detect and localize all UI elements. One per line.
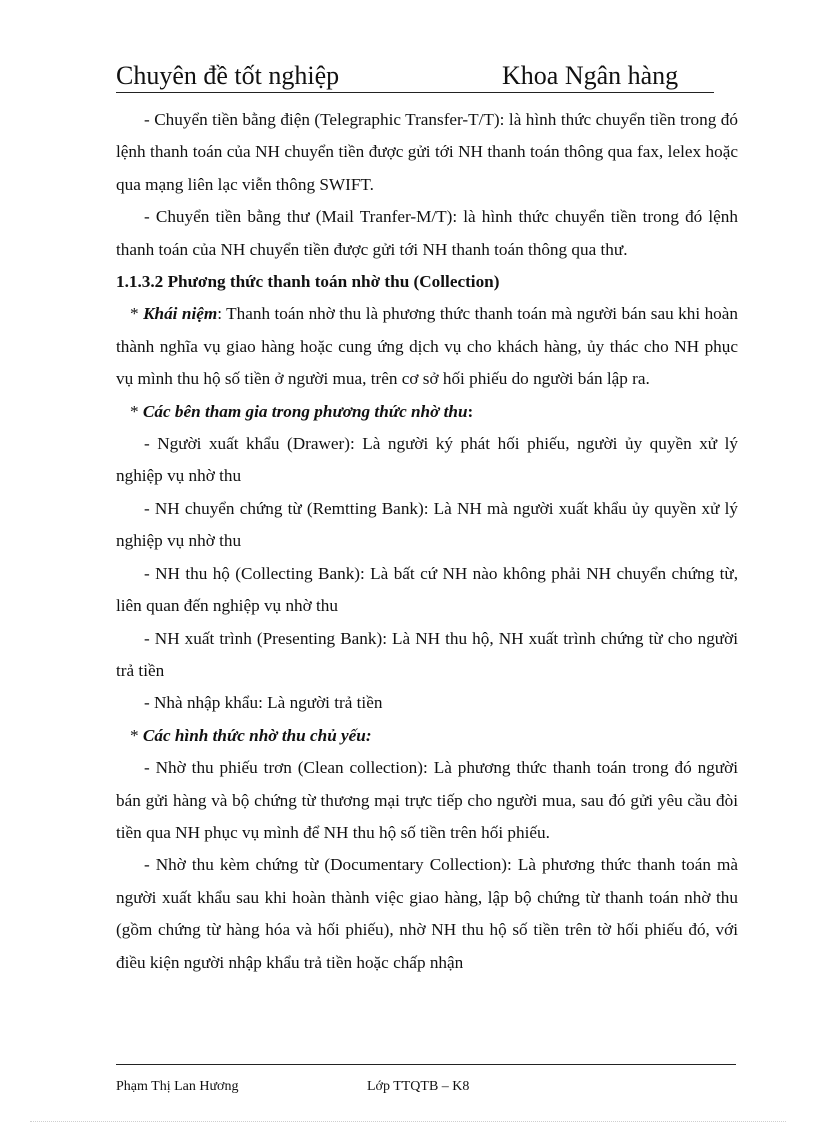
parties-colon: : bbox=[467, 401, 474, 421]
party-item-collecting-bank: - NH thu hộ (Collecting Bank): Là bất cứ NH nào không phải NH chuyển chứng từ, liên quan đến nghiệp vụ nhờ thu bbox=[116, 563, 738, 616]
page-header bbox=[116, 58, 716, 94]
parties-heading bbox=[116, 396, 738, 428]
parties-label: Các bên tham gia trong phương thức nhờ thu bbox=[142, 401, 468, 421]
header-faculty: Khoa Ngân hàng bbox=[502, 61, 679, 90]
party-item-remitting-bank: - NH chuyển chứng từ (Remtting Bank): Là NH mà người xuất khẩu ủy quyền xử lý nghiệp vụ nhờ thu bbox=[116, 498, 738, 551]
concept-label: Khái niệm bbox=[143, 304, 218, 324]
header-thesis-title: Chuyên đề tốt nghiệp bbox=[116, 61, 340, 90]
form-item-documentary-collection: - Nhờ thu kèm chứng từ (Documentary Collection): Là phương thức thanh toán mà người xuất khẩu sau khi hoàn thành việc giao hàng, lập bộ chứng từ thanh toán nhờ thu (gồm chứng từ hàng hóa và hối phiếu), nhờ NH thu hộ số tiền trên tờ hối phiếu đó, với điều kiện người nhập khẩu trả tiền hoặc chấp nhận bbox=[116, 855, 738, 972]
paragraph-mail-transfer: - Chuyển tiền bằng thư (Mail Tranfer-M/T): là hình thức chuyển tiền trong đó lệnh thanh toán của NH chuyển tiền được gửi tới NH thanh toán thông qua thư. bbox=[116, 207, 738, 259]
section-heading: 1.1.3.2 Phương thức thanh toán nhờ thu (Collection) bbox=[116, 272, 500, 292]
parties-star: * bbox=[130, 401, 143, 421]
concept-paragraph bbox=[116, 298, 738, 395]
footer-rule bbox=[116, 1064, 736, 1065]
form-item-clean-collection: - Nhờ thu phiếu trơn (Clean collection): Là phương thức thanh toán trong đó người bán gửi hàng và bộ chứng từ thương mại trực tiếp cho người mua, sau đó gửi yêu cầu đòi tiền qua NH phục vụ mình để NH thu hộ số tiền trên hối phiếu. bbox=[116, 758, 738, 842]
document-body bbox=[116, 104, 738, 979]
header-rule bbox=[116, 92, 714, 93]
concept-star: * bbox=[130, 304, 144, 324]
footer-class: Lớp TTQTB – K8 bbox=[367, 1079, 470, 1094]
forms-heading bbox=[116, 720, 738, 752]
footer-author: Phạm Thị Lan Hương bbox=[116, 1079, 239, 1094]
forms-star: * bbox=[130, 725, 143, 745]
party-item-presenting-bank: - NH xuất trình (Presenting Bank): Là NH thu hộ, NH xuất trình chứng từ cho người trả tiền bbox=[116, 628, 738, 680]
forms-label: Các hình thức nhờ thu chủ yếu: bbox=[142, 725, 372, 745]
party-item-drawer: - Người xuất khẩu (Drawer): Là người ký phát hối phiếu, người ủy quyền xử lý nghiệp vụ nhờ thu bbox=[116, 434, 738, 486]
party-item-importer: - Nhà nhập khẩu: Là người trả tiền bbox=[144, 693, 383, 713]
concept-text: : Thanh toán nhờ thu là phương thức thanh toán mà người bán sau khi hoàn thành nghĩa vụ giao hàng hoặc cung ứng dịch vụ cho khách hàng, ủy thác cho NH phục vụ mình thu hộ số tiền ở người mua, trên cơ sở hối phiếu do người bán lập ra. bbox=[116, 304, 739, 389]
page-edge-dots bbox=[30, 1121, 786, 1122]
paragraph-telegraphic-transfer: - Chuyển tiền bằng điện (Telegraphic Transfer-T/T): là hình thức chuyển tiền trong đó lệnh thanh toán của NH chuyển tiền được gửi tới NH thanh toán thông qua fax, lelex hoặc qua mạng liên lạc viễn thông SWIFT. bbox=[116, 110, 738, 194]
